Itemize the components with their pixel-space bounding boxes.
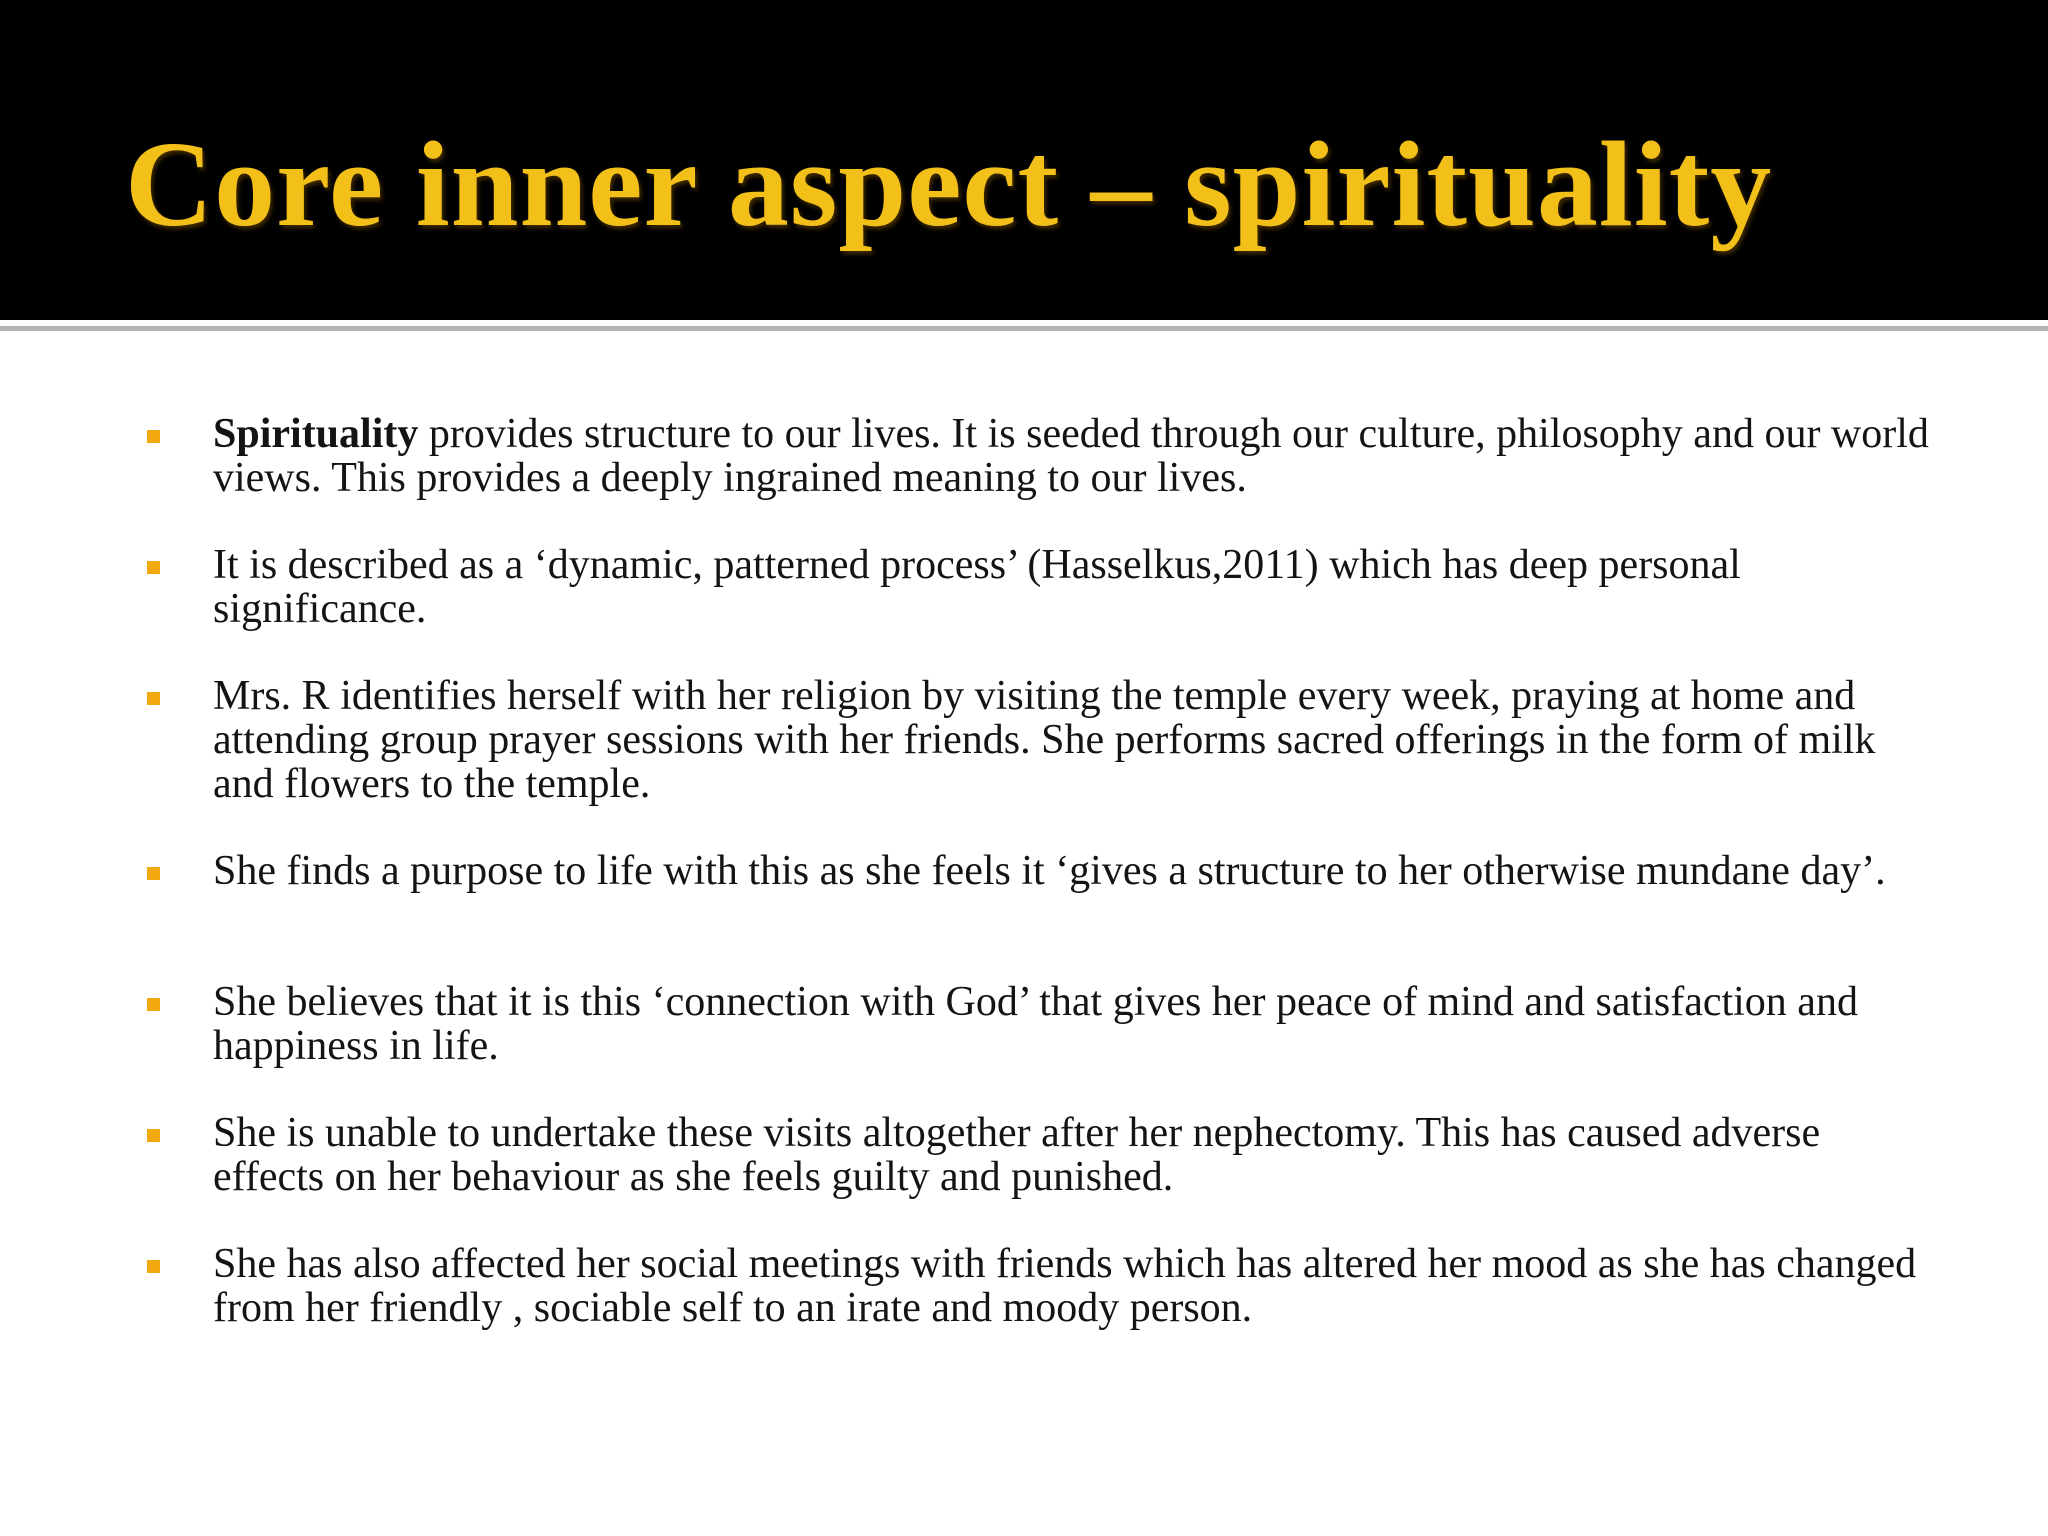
slide-title: Core inner aspect – spirituality — [125, 117, 1773, 252]
square-bullet-icon — [147, 867, 160, 880]
bullet-text: It is described as a ‘dynamic, patterned process’ (Hasselkus,2011) which has deep personal significance. — [213, 542, 1741, 632]
square-bullet-icon — [147, 561, 160, 574]
bullet-item — [135, 674, 1935, 806]
bullet-list — [135, 412, 1935, 1373]
square-bullet-icon — [147, 430, 160, 443]
title-bar — [0, 0, 2048, 320]
title-divider-line — [0, 326, 2048, 331]
bullet-text: She is unable to undertake these visits altogether after her nephectomy. This has caused adverse effects on her behaviour as she feels guilty and punished. — [213, 1110, 1821, 1200]
square-bullet-icon — [147, 1129, 160, 1142]
square-bullet-icon — [147, 998, 160, 1011]
bullet-item — [135, 543, 1935, 631]
bullet-text: She finds a purpose to life with this as she feels it ‘gives a structure to her otherwise mundane day’. — [213, 848, 1886, 894]
bullet-item — [135, 1242, 1935, 1330]
bullet-item — [135, 980, 1935, 1068]
bullet-item — [135, 412, 1935, 500]
bullet-bold-term: Spirituality — [213, 411, 419, 457]
bullet-item — [135, 1111, 1935, 1199]
square-bullet-icon — [147, 1260, 160, 1273]
bullet-text: provides structure to our lives. It is seeded through our culture, philosophy and our world views. This provides a deeply ingrained meaning to our lives. — [213, 411, 1929, 501]
bullet-text: She believes that it is this ‘connection with God’ that gives her peace of mind and satisfaction and happiness in life. — [213, 979, 1858, 1069]
bullet-text: Mrs. R identifies herself with her religion by visiting the temple every week, praying at home and attending group prayer sessions with her friends. She performs sacred offerings in the form of milk and flowers to the temple. — [213, 673, 1876, 807]
bullet-item — [135, 849, 1935, 893]
square-bullet-icon — [147, 692, 160, 705]
bullet-text: She has also affected her social meetings with friends which has altered her mood as she has changed from her friendly , sociable self to an irate and moody person. — [213, 1241, 1917, 1331]
